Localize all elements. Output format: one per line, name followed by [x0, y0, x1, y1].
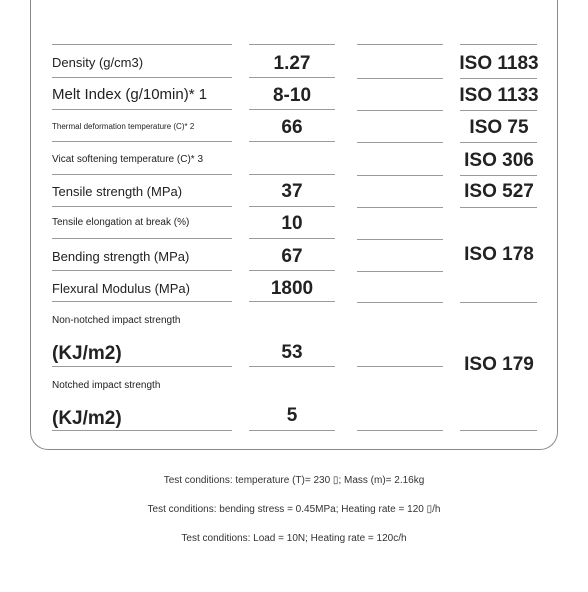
row-divider: [357, 207, 443, 208]
property-label-bending-strength: Bending strength (MPa): [52, 249, 190, 264]
standard-impact: ISO 179: [464, 354, 534, 375]
property-label-tensile-elongation: Tensile elongation at break (%): [52, 217, 190, 228]
property-label-melt-index: Melt Index (g/10min)* 1: [52, 86, 208, 103]
row-divider: [460, 430, 537, 431]
row-divider: [52, 206, 232, 207]
row-divider: [52, 174, 232, 175]
row-divider: [52, 270, 232, 271]
row-divider: [249, 270, 335, 271]
row-divider: [460, 110, 537, 111]
row-divider: [52, 430, 232, 431]
row-divider: [357, 302, 443, 303]
property-label-non-notched-impact: Non-notched impact strength: [52, 315, 181, 326]
row-divider: [249, 206, 335, 207]
row-divider: [52, 141, 232, 142]
property-label-notched-impact: Notched impact strength: [52, 380, 161, 391]
row-divider: [249, 301, 335, 302]
standard-bending: ISO 178: [464, 244, 534, 265]
row-divider: [249, 238, 335, 239]
property-value-tensile-elongation: 10: [281, 213, 303, 234]
test-condition-note-1: Test conditions: temperature (T)= 230 ▯; Mass (m)= 2.16kg: [163, 475, 425, 486]
row-divider: [357, 78, 443, 79]
property-value-flexural-modulus: 1800: [270, 278, 314, 299]
property-label-tensile-strength: Tensile strength (MPa): [52, 184, 183, 199]
row-divider: [52, 301, 232, 302]
property-label-vicat: Vicat softening temperature (C)* 3: [52, 154, 204, 165]
row-divider: [249, 366, 335, 367]
property-value-tensile-strength: 37: [281, 181, 303, 202]
row-divider: [460, 207, 537, 208]
property-unit-notched-impact: (KJ/m2): [52, 408, 122, 429]
standard-density: ISO 1183: [459, 53, 539, 74]
row-divider: [357, 110, 443, 111]
row-divider: [52, 44, 232, 45]
row-divider: [460, 44, 537, 45]
property-label-flexural-modulus: Flexural Modulus (MPa): [52, 281, 190, 296]
row-divider: [357, 239, 443, 240]
row-divider: [249, 141, 335, 142]
row-divider: [357, 142, 443, 143]
row-divider: [460, 302, 537, 303]
row-divider: [249, 109, 335, 110]
row-divider: [249, 77, 335, 78]
property-label-density: Density (g/cm3): [52, 55, 144, 70]
row-divider: [52, 238, 232, 239]
standard-thermal-deformation: ISO 75: [469, 117, 529, 138]
row-divider: [249, 174, 335, 175]
property-value-thermal-deformation: 66: [281, 117, 303, 138]
row-divider: [249, 44, 335, 45]
row-divider: [52, 109, 232, 110]
row-divider: [460, 78, 537, 79]
property-label-thermal-deformation: Thermal deformation temperature (C)* 2: [52, 122, 195, 131]
standard-vicat: ISO 306: [464, 150, 534, 171]
property-unit-non-notched-impact: (KJ/m2): [52, 343, 122, 364]
row-divider: [357, 175, 443, 176]
row-divider: [357, 366, 443, 367]
property-value-melt-index: 8-10: [272, 85, 312, 106]
property-value-non-notched-impact: 53: [281, 342, 303, 363]
standard-melt-index: ISO 1133: [459, 85, 539, 106]
test-condition-note-3: Test conditions: Load = 10N; Heating rate = 120c/h: [181, 533, 407, 544]
row-divider: [357, 44, 443, 45]
row-divider: [52, 366, 232, 367]
property-value-notched-impact: 5: [286, 405, 298, 426]
row-divider: [249, 430, 335, 431]
property-value-density: 1.27: [273, 53, 311, 74]
standard-tensile-strength: ISO 527: [464, 181, 534, 202]
row-divider: [52, 77, 232, 78]
row-divider: [460, 175, 537, 176]
row-divider: [460, 142, 537, 143]
property-value-bending-strength: 67: [281, 246, 303, 267]
row-divider: [357, 430, 443, 431]
row-divider: [357, 271, 443, 272]
test-condition-note-2: Test conditions: bending stress = 0.45MPa; Heating rate = 120 ▯/h: [147, 504, 441, 515]
